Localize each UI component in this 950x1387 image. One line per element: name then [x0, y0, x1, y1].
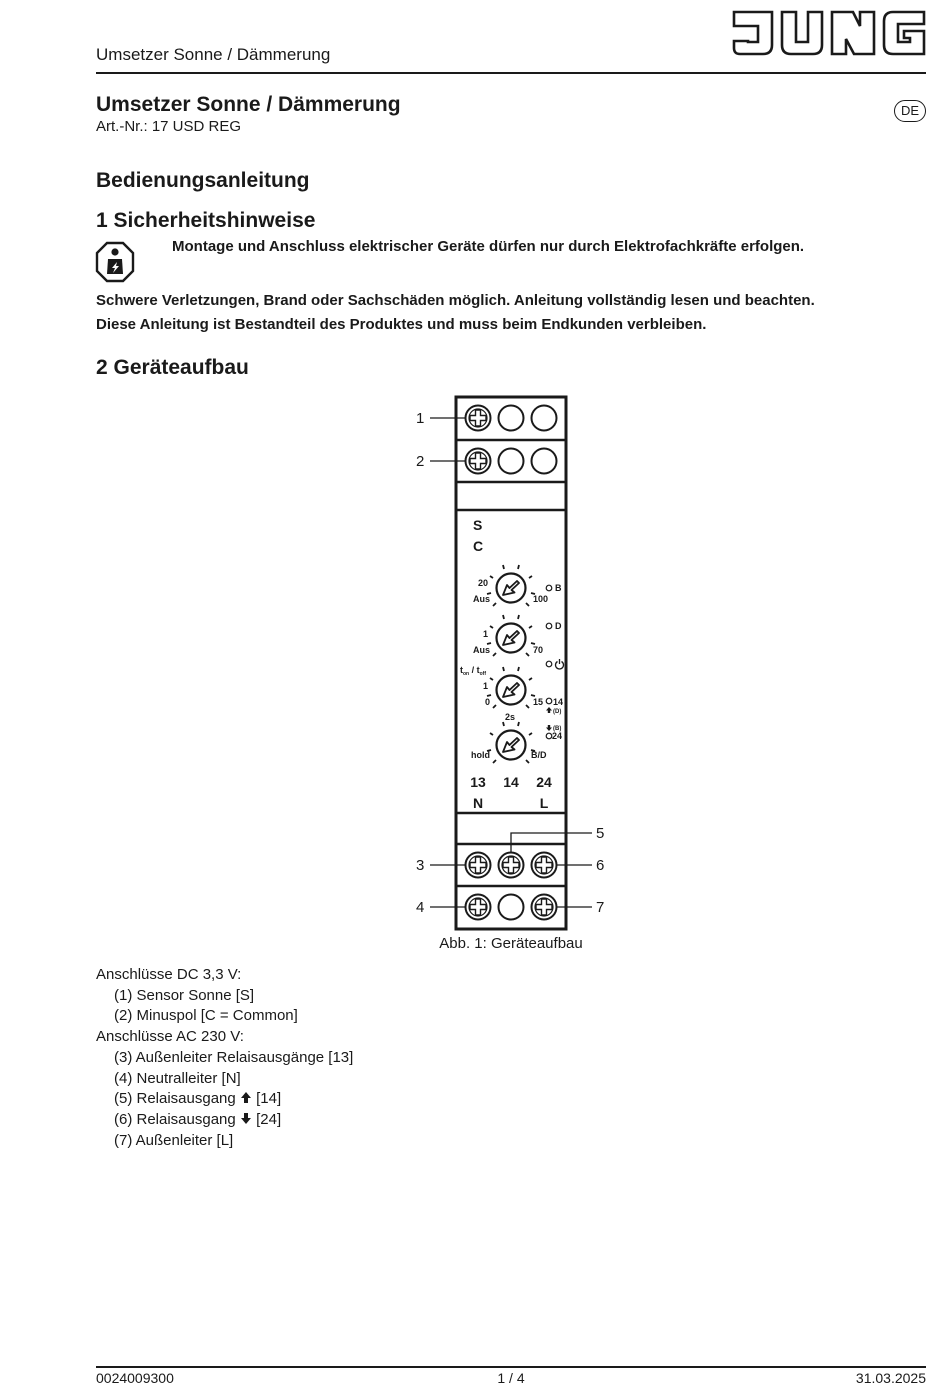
dial4-right: B/D	[531, 750, 547, 760]
label-c: C	[473, 538, 484, 554]
terminal-s-screw	[466, 406, 491, 431]
section-heading-device: 2 Geräteaufbau	[96, 356, 249, 379]
ac-item-3: (3) Außenleiter Relaisausgänge [13]	[114, 1048, 354, 1066]
section-heading-safety: 1 Sicherheitshinweise	[96, 209, 316, 232]
terminal-c-screw	[466, 449, 491, 474]
dial2-min: 1	[483, 629, 489, 639]
term-13-label: 13	[470, 774, 486, 790]
ac-item-5	[96, 1089, 353, 1110]
connections-list	[96, 965, 353, 1151]
article-number: Art.-Nr.: 17 USD REG	[96, 118, 242, 135]
ac-item-6-ref: [24]	[256, 1110, 282, 1128]
footer-page-number: 1 / 4	[497, 1370, 525, 1386]
out24-label: 24	[552, 731, 563, 741]
brightness-dial	[497, 574, 526, 603]
dial3-zero: 0	[485, 697, 491, 707]
led-b-label: B	[555, 583, 562, 593]
running-title: Umsetzer Sonne / Dämmerung	[96, 45, 331, 64]
footer-doc-number: 0024009300	[96, 1370, 174, 1386]
ac-item-7: (7) Außenleiter [L]	[114, 1131, 234, 1149]
ac-item-4: (4) Neutralleiter [N]	[114, 1069, 241, 1087]
dial4-left: hold	[471, 750, 490, 760]
callout-1: 1	[416, 410, 425, 427]
safety-line-1: Schwere Verletzungen, Brand oder Sachschäden möglich. Anleitung vollständig lesen und beachten.	[96, 292, 815, 309]
out14-label: 14	[553, 697, 564, 707]
callout-5: 5	[596, 825, 605, 842]
callout-2: 2	[416, 453, 425, 470]
led-power	[546, 661, 552, 667]
safety-line-2: Diese Anleitung ist Bestandteil des Produktes und muss beim Endkunden verbleiben.	[96, 316, 707, 333]
ton-toff-label: $t_{on} / t_{off}$	[460, 665, 486, 677]
led-b	[546, 585, 552, 591]
led-d	[546, 623, 552, 629]
safety-warning: Montage und Anschluss elektrischer Geräte dürfen nur durch Elektrofachkräfte erfolgen.	[172, 238, 805, 255]
term-n-label: N	[472, 795, 484, 811]
footer-rule	[96, 1366, 926, 1368]
led-d-label: D	[555, 621, 562, 631]
callout-3: 3	[416, 857, 425, 874]
dc-item-2: (2) Minuspol [C = Common]	[114, 1007, 298, 1025]
delay-dial	[497, 676, 526, 705]
dial2-max: 70	[533, 645, 544, 655]
ac-item-5-ref: [14]	[256, 1090, 282, 1108]
figure-caption: Abb. 1: Geräteaufbau	[439, 935, 583, 952]
led-14	[546, 698, 552, 704]
ac-item-5-text: (5) Relaisausgang	[114, 1090, 236, 1108]
footer-date: 31.03.2025	[855, 1370, 926, 1386]
dial1-off: Aus	[473, 594, 491, 604]
ac-item-6-text: (6) Relaisausgang	[114, 1110, 236, 1128]
term-14-label: 14	[503, 774, 519, 790]
dial1-min: 20	[478, 578, 489, 588]
out24-mode: (B)	[553, 726, 562, 732]
dial1-max: 100	[533, 594, 549, 604]
language-badge: DE	[894, 100, 926, 122]
twilight-dial	[497, 624, 526, 653]
dial3-min: 1	[483, 681, 489, 691]
header-rule	[96, 72, 926, 74]
dc-title: Anschlüsse DC 3,3 V:	[96, 966, 242, 983]
mode-dial	[497, 731, 526, 760]
label-s: S	[473, 517, 483, 533]
callout-4: 4	[416, 899, 425, 916]
led-24	[546, 733, 552, 739]
callout-6: 6	[596, 857, 605, 874]
arrow-up-icon	[240, 1091, 252, 1104]
terminal-24-screw	[532, 853, 557, 878]
terminal-14-screw	[499, 853, 524, 878]
dc-item-1: (1) Sensor Sonne [S]	[114, 986, 255, 1004]
out14-mode: (D)	[553, 709, 562, 715]
dial3-max: 15	[533, 697, 544, 707]
terminal-n-screw	[466, 895, 491, 920]
term-l-label: L	[539, 795, 549, 811]
document-title: Umsetzer Sonne / Dämmerung	[96, 93, 401, 116]
ac-title: Anschlüsse AC 230 V:	[96, 1028, 244, 1046]
dial2-off: Aus	[473, 645, 491, 655]
terminal-13-screw	[466, 853, 491, 878]
term-24-label: 24	[536, 774, 552, 790]
device-diagram	[400, 392, 620, 937]
dial4-top: 2s	[505, 712, 516, 722]
arrow-down-icon	[240, 1112, 252, 1125]
electrician-warning-icon	[95, 241, 135, 283]
manual-heading: Bedienungsanleitung	[96, 169, 310, 192]
terminal-l-screw	[532, 895, 557, 920]
jung-logo	[732, 9, 927, 57]
ac-item-6	[96, 1110, 353, 1131]
callout-7: 7	[596, 899, 605, 916]
